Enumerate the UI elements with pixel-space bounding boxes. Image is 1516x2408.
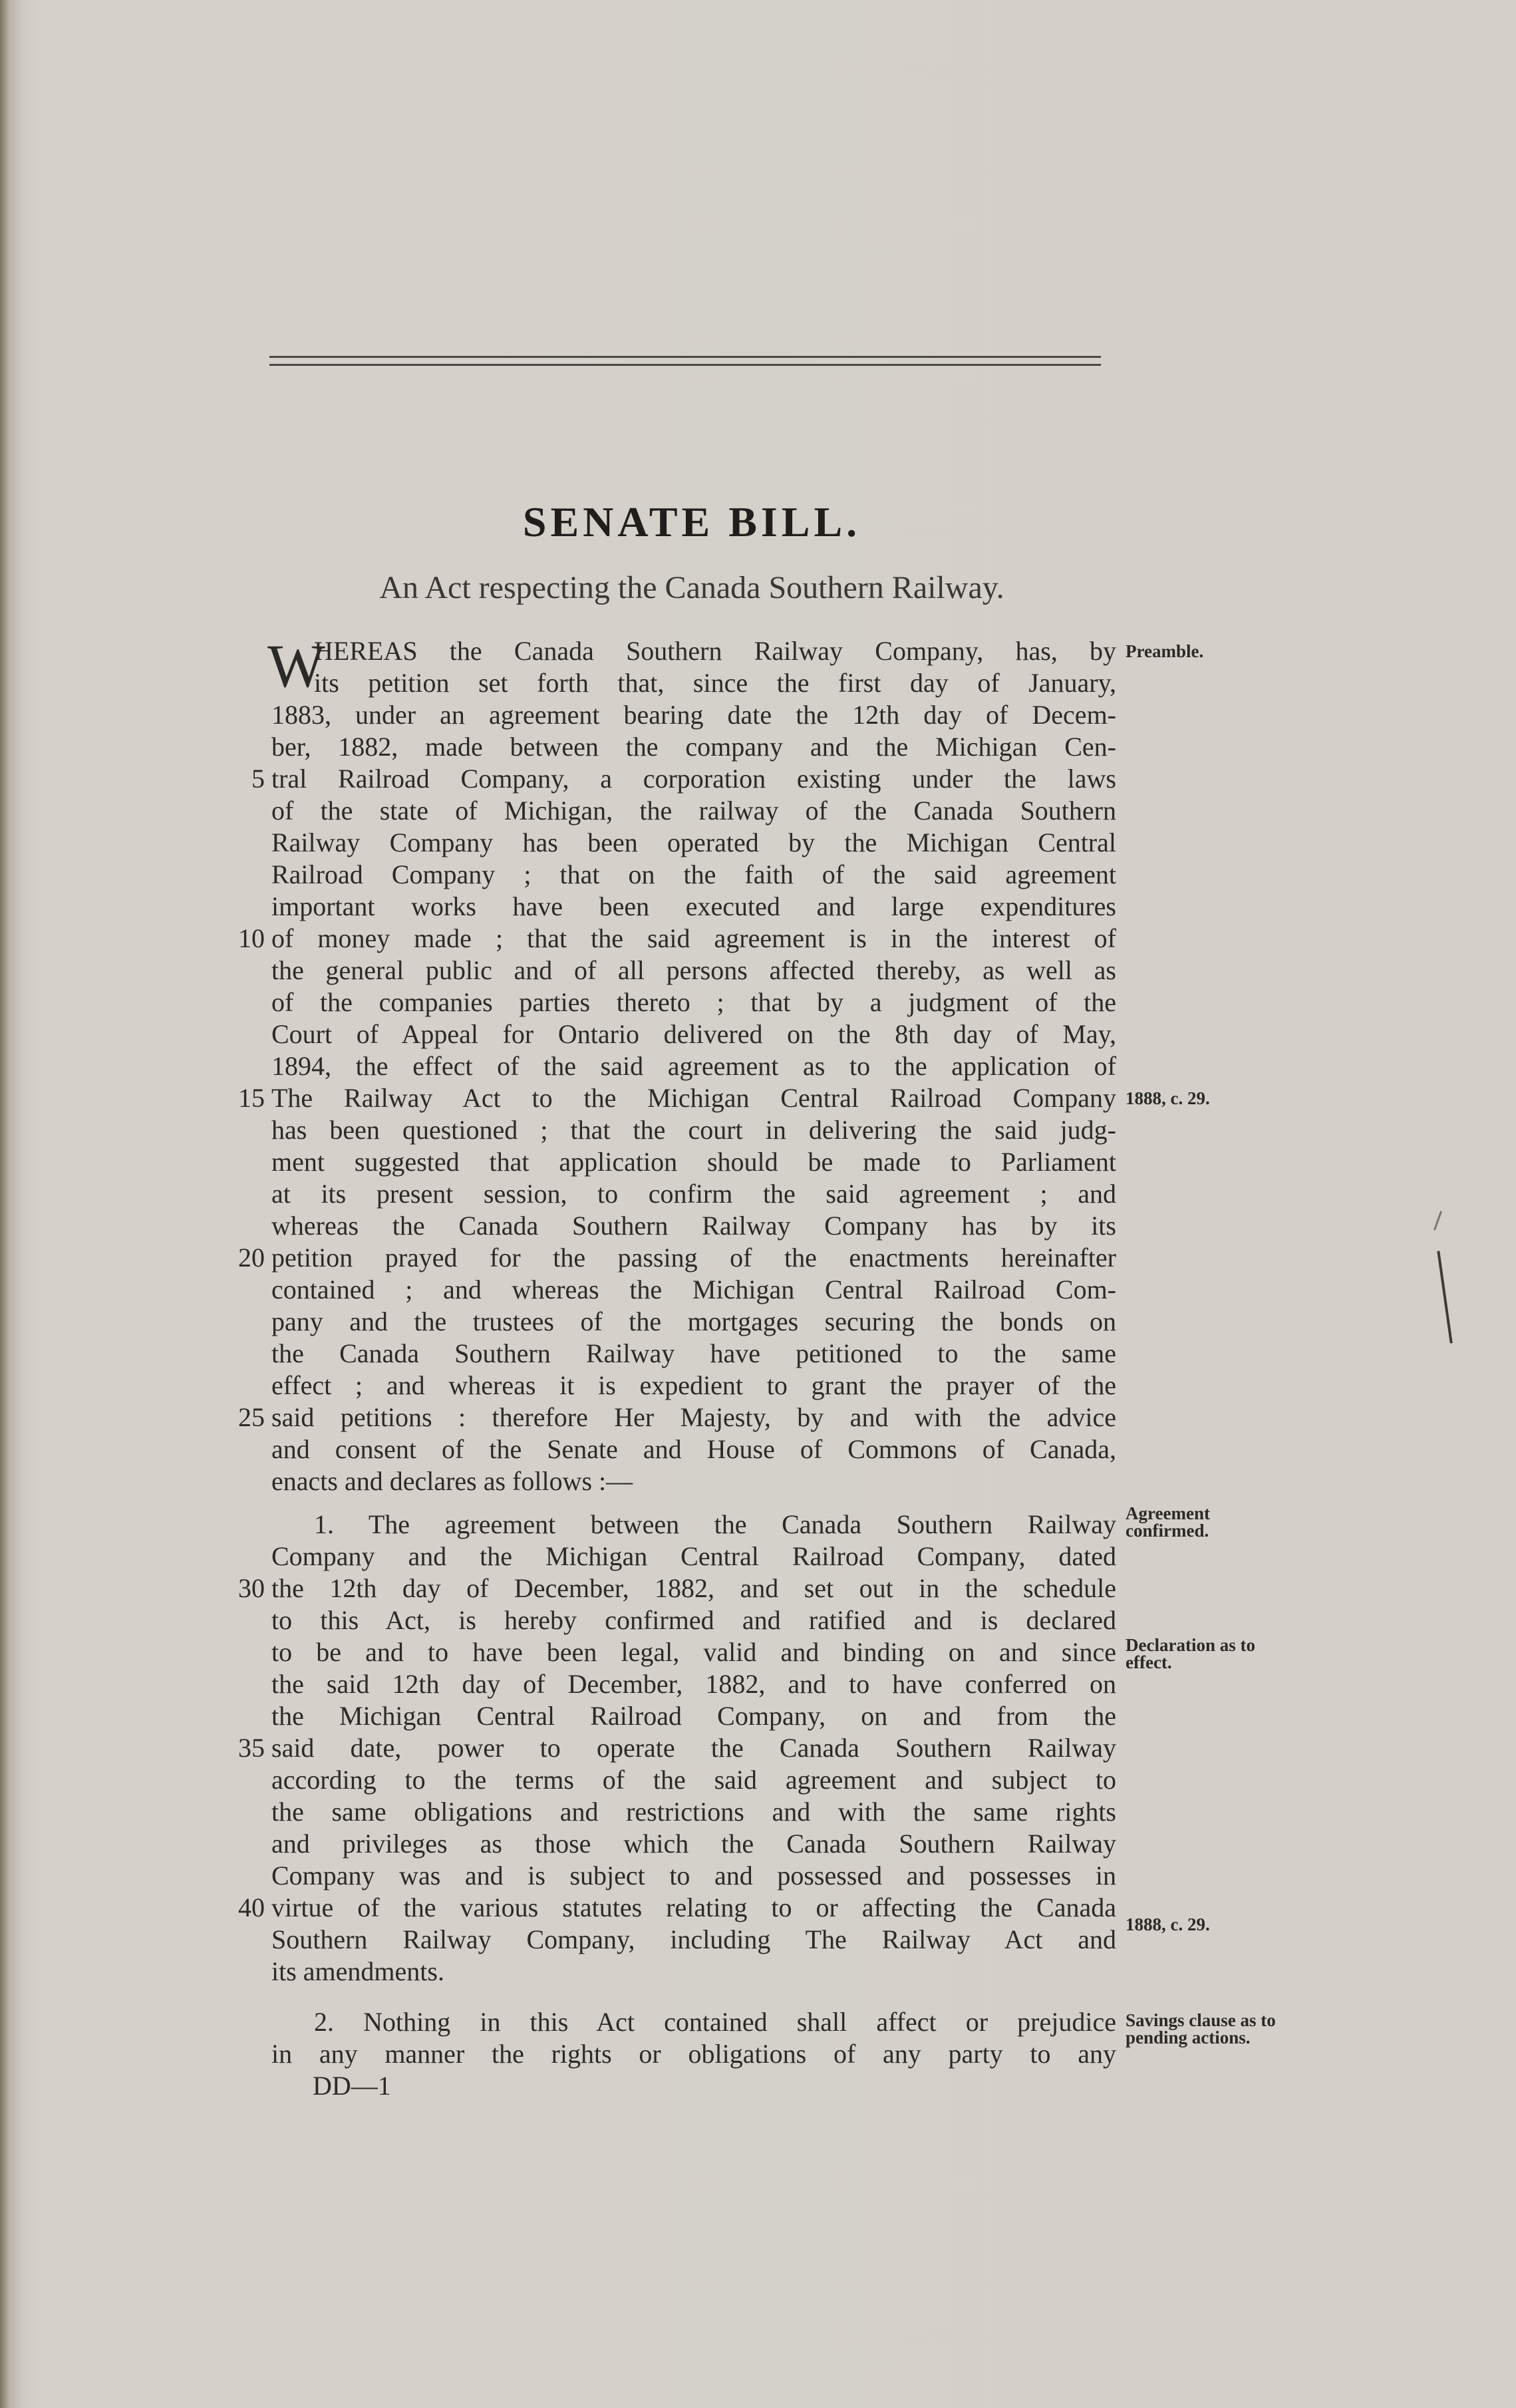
text-line: and privileges as those which the Canada Southern Railway <box>271 1829 1116 1859</box>
line-number: 15 <box>238 1083 265 1113</box>
text-line: its amendments. <box>271 1956 444 1986</box>
text-line: whereas the Canada Southern Railway Company has by its <box>271 1211 1116 1241</box>
text-line: its petition set forth that, since the first day of January, <box>314 668 1116 698</box>
section-2-first-line: 2. Nothing in this Act contained shall affect or prejudice <box>314 2007 1116 2037</box>
text-line: at its present session, to confirm the said agreement ; and <box>271 1179 1116 1209</box>
text-line: in any manner the rights or obligations of any party to any <box>271 2039 1116 2069</box>
text-line: the general public and of all persons affected thereby, as well as <box>271 955 1116 985</box>
margin-note-citation: 1888, c. 29. <box>1126 1914 1210 1934</box>
line-number: 5 <box>251 764 265 794</box>
text-line: pany and the trustees of the mortgages securing the bonds on <box>271 1306 1116 1336</box>
drop-cap: W <box>267 632 325 700</box>
line-number: 10 <box>238 923 265 953</box>
text-line: Company was and is subject to and possessed and possesses in <box>271 1861 1116 1890</box>
margin-note-citation: 1888, c. 29. <box>1126 1088 1210 1108</box>
text-line: said petitions : therefore Her Majesty, by and with the advice <box>271 1402 1116 1432</box>
text-line: the Canada Southern Railway have petitioned to the same <box>271 1338 1116 1368</box>
text-line: of the companies parties thereto ; that by a judgment of the <box>271 987 1116 1017</box>
margin-note-preamble: Preamble. <box>1126 641 1204 661</box>
line-number: 25 <box>238 1402 265 1432</box>
line-number: 30 <box>238 1573 265 1603</box>
text-line: tral Railroad Company, a corporation existing under the laws <box>271 764 1116 794</box>
text-line: effect ; and whereas it is expedient to grant the prayer of the <box>271 1370 1116 1400</box>
text-line: important works have been executed and large expenditures <box>271 891 1116 921</box>
margin-note-declaration: Declaration as to effect. <box>1126 1635 1255 1672</box>
text-line: according to the terms of the said agreement and subject to <box>271 1765 1116 1795</box>
text-line: ment suggested that application should be made to Parliament <box>271 1147 1116 1177</box>
text-line-italic-act: Southern Railway Company, including The Railway Act and <box>271 1924 1116 1954</box>
text-line: ber, 1882, made between the company and the Michigan Cen- <box>271 732 1116 762</box>
text-line: petition prayed for the passing of the enactments hereinafter <box>271 1243 1116 1273</box>
text-line: said date, power to operate the Canada Southern Railway <box>271 1733 1116 1763</box>
text-line: the said 12th day of December, 1882, and to have conferred on <box>271 1669 1116 1699</box>
text-line: has been questioned ; that the court in delivering the said judg- <box>271 1115 1116 1145</box>
text-line: the same obligations and restrictions and with the same rights <box>271 1797 1116 1827</box>
text-line: of money made ; that the said agreement is in the interest of <box>271 923 1116 953</box>
top-rule <box>269 356 1101 358</box>
bill-subtitle: An Act respecting the Canada Southern Railway. <box>379 570 1004 605</box>
signature-mark: DD—1 <box>313 2071 391 2101</box>
text-line: virtue of the various statutes relating to or affecting the Canada <box>271 1892 1116 1922</box>
margin-note-agreement: Agreement confirmed. <box>1126 1503 1210 1541</box>
margin-note-savings: Savings clause as to pending actions. <box>1126 2010 1276 2047</box>
top-rule <box>269 364 1101 366</box>
bill-title: SENATE BILL. <box>522 498 861 545</box>
text-line: to this Act, is hereby confirmed and ratified and is declared <box>271 1605 1116 1635</box>
text-line: HEREAS the Canada Southern Railway Company, has, by <box>314 636 1116 666</box>
text-line: of the state of Michigan, the railway of the Canada Southern <box>271 796 1116 826</box>
text-line: 1894, the effect of the said agreement as to the application of <box>271 1051 1116 1081</box>
text-line: the Michigan Central Railroad Company, on and from the <box>271 1701 1116 1731</box>
text-line: Railroad Company ; that on the faith of the said agreement <box>271 859 1116 889</box>
text-line: to be and to have been legal, valid and binding on and since <box>271 1637 1116 1667</box>
line-number: 20 <box>238 1243 265 1273</box>
text-line: 1883, under an agreement bearing date the 12th day of Decem- <box>271 700 1116 730</box>
pencil-mark <box>1437 1251 1452 1343</box>
text-line: contained ; and whereas the Michigan Central Railroad Com- <box>271 1275 1116 1304</box>
text-line: and consent of the Senate and House of Commons of Canada, <box>271 1434 1116 1464</box>
line-number: 35 <box>238 1733 265 1763</box>
pencil-mark <box>1434 1211 1442 1230</box>
text-line: Railway Company has been operated by the Michigan Central <box>271 828 1116 857</box>
text-line: the 12th day of December, 1882, and set out in the schedule <box>271 1573 1116 1603</box>
section-1-first-line: 1. The agreement between the Canada Southern Railway <box>314 1509 1116 1539</box>
text-line-italic-act: The Railway Act to the Michigan Central Railroad Company <box>271 1083 1116 1113</box>
line-number: 40 <box>238 1892 265 1922</box>
text-line: Court of Appeal for Ontario delivered on the 8th day of May, <box>271 1019 1116 1049</box>
text-line: Company and the Michigan Central Railroad Company, dated <box>271 1541 1116 1571</box>
text-line: enacts and declares as follows :— <box>271 1466 633 1496</box>
